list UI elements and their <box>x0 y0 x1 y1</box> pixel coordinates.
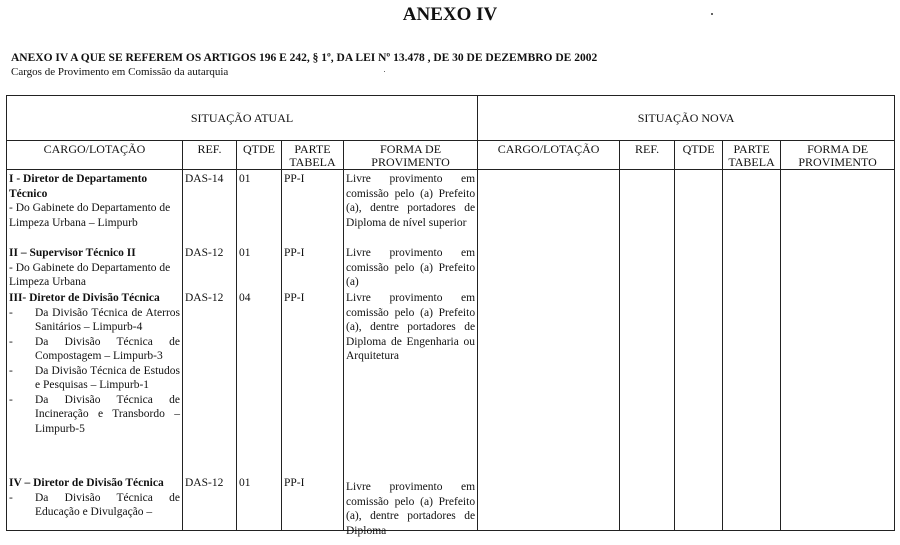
subitem-dash: - <box>9 491 13 504</box>
subitem-text: Da Divisão Técnica de Aterros Sanitários – Limpurb-4 <box>35 306 180 333</box>
scan-speck <box>711 13 713 15</box>
cargo-subitem <box>9 491 180 520</box>
cargo-subitem <box>9 364 180 393</box>
forma-value: Livre provimento em comissão pelo (a) Prefeito (a), dentre portadores de Diploma <box>346 481 476 537</box>
forma-column-nova <box>781 170 895 531</box>
cargo-title: II – Supervisor Técnico II <box>9 247 136 259</box>
ref-column-atual <box>183 170 236 530</box>
ref-column-nova <box>620 170 675 531</box>
cargo-subitem <box>9 306 180 335</box>
parte-value: PP-I <box>284 247 305 259</box>
subitem-text: Da Divisão Técnica de Incineração e Transbordo – Limpurb-5 <box>35 393 180 435</box>
parte-column-atual <box>282 170 343 530</box>
cargo-entry <box>9 172 180 230</box>
qtde-value: 01 <box>239 477 251 489</box>
cargo-entry <box>9 291 180 436</box>
ref-value: DAS-14 <box>185 173 224 185</box>
ref-value: DAS-12 <box>185 292 224 304</box>
cargo-entry <box>9 246 180 290</box>
col-cargo-atual: CARGO/LOTAÇÃO <box>7 141 183 170</box>
cargo-title: I - Diretor de Departamento Técnico <box>9 173 148 200</box>
subitem-text: Da Divisão Técnica de Compostagem – Limpurb-3 <box>35 335 180 362</box>
subitem-dash: - <box>9 306 13 319</box>
ref-value: DAS-12 <box>185 247 224 259</box>
col-ref-nova: REF. <box>620 141 675 170</box>
forma-value: Livre provimento em comissão pelo (a) Prefeito (a), dentre portadores de Diploma de Engenharia ou Arquitetura <box>346 292 476 362</box>
cargo-title: III- Diretor de Divisão Técnica <box>9 292 160 304</box>
situacao-atual-header: SITUAÇÃO ATUAL <box>7 96 478 141</box>
situacao-nova-header: SITUAÇÃO NOVA <box>478 96 895 141</box>
qtde-column-nova <box>675 170 723 531</box>
subitem-dash: - <box>9 393 13 406</box>
col-forma-atual: FORMA DE PROVIMENTO <box>344 141 478 170</box>
ref-value: DAS-12 <box>185 477 224 489</box>
parte-value: PP-I <box>284 477 305 489</box>
parte-value: PP-I <box>284 173 305 185</box>
subitem-text: Da Divisão Técnica de Educação e Divulgação – <box>35 491 180 518</box>
col-parte-atual: PARTE TABELA <box>282 141 344 170</box>
cargos-table <box>6 95 895 537</box>
scan-speck <box>384 71 385 72</box>
cargo-column-atual <box>7 170 182 530</box>
cargo-entry <box>9 476 180 520</box>
col-qtde-atual: QTDE <box>237 141 282 170</box>
col-cargo-nova: CARGO/LOTAÇÃO <box>478 141 620 170</box>
qtde-value: 04 <box>239 292 251 304</box>
cargo-title: IV – Diretor de Divisão Técnica <box>9 477 164 489</box>
forma-value: Livre provimento em comissão pelo (a) Prefeito (a), dentre portadores de Diploma de nível superior <box>346 173 476 229</box>
subitem-dash: - <box>9 364 13 377</box>
qtde-value: 01 <box>239 247 251 259</box>
cargo-subitem <box>9 335 180 364</box>
col-qtde-nova: QTDE <box>675 141 723 170</box>
qtde-column-atual <box>237 170 281 530</box>
subitem-dash: - <box>9 335 13 348</box>
col-ref-atual: REF. <box>183 141 237 170</box>
subitem-text: Da Divisão Técnica de Estudos e Pesquisas – Limpurb-1 <box>35 364 180 391</box>
page-title: ANEXO IV <box>402 4 498 25</box>
qtde-value: 01 <box>239 173 251 185</box>
cargo-column-nova <box>478 170 620 531</box>
document-heading: ANEXO IV A QUE SE REFEREM OS ARTIGOS 196 E 242, § 1º, DA LEI Nº 13.478 , DE 30 DE DEZEMBRO DE 2002 <box>11 52 598 64</box>
forma-column-atual <box>344 170 477 537</box>
parte-value: PP-I <box>284 292 305 304</box>
forma-value: Livre provimento em comissão pelo (a) Prefeito (a) <box>346 247 476 288</box>
parte-column-nova <box>723 170 781 531</box>
cargo-lotacao: - Do Gabinete do Departamento de Limpeza Urbana <box>9 261 171 288</box>
document-subheading: Cargos de Provimento em Comissão da autarquia <box>11 66 229 78</box>
cargo-subitem <box>9 393 180 437</box>
cargo-lotacao: - Do Gabinete do Departamento de Limpeza Urbana – Limpurb <box>9 202 171 229</box>
col-parte-nova: PARTE TABELA <box>723 141 781 170</box>
col-forma-nova: FORMA DE PROVIMENTO <box>781 141 895 170</box>
